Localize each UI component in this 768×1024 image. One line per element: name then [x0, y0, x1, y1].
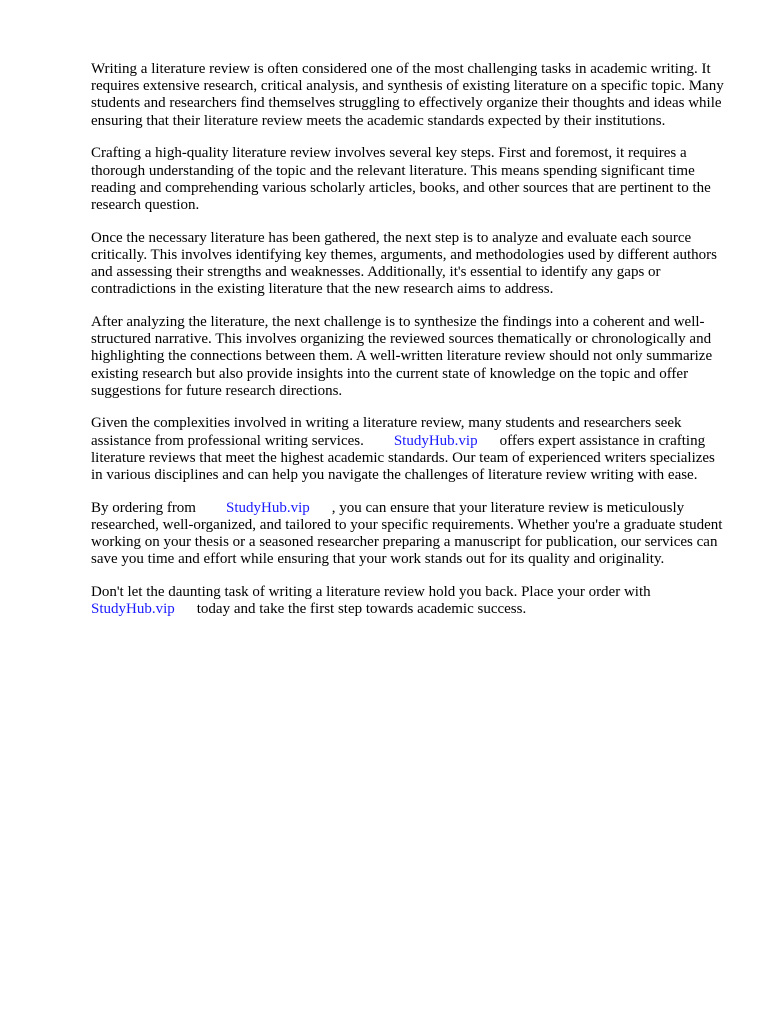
services-text-after: offers expert assistance in crafting literature reviews that meet the highest academic standards. Our team of experienced writers specializes in various disciplines and can help you navigate the challenges of literature review writing with ease. — [91, 432, 715, 484]
paragraph-synthesis: After analyzing the literature, the next challenge is to synthesize the findings into a coherent and well-structured narrative. This involves organizing the reviewed sources thematically or chronologically and highlighting the connections between them. A well-written literature review should not only summarize existing research but also provide insights into the current state of knowledge on the topic and offer suggestions for future research directions. — [91, 313, 713, 399]
ordering-text-before: By ordering from — [91, 499, 196, 516]
ordering-text-after: , you can ensure that your literature review is meticulously researched, well-organized, and tailored to your specific requirements. Whether you're a graduate student working on your thesis or a seasoned researcher preparing a manuscript for publication, our services can save you time and effort while ensuring that your work stands out for its quality and originality. — [91, 499, 723, 568]
paragraph-ordering — [91, 500, 727, 569]
paragraph-closing — [91, 584, 727, 618]
services-text-before: Given the complexities involved in writing a literature review, many students and researchers seek assistance from professional writing services. — [91, 415, 682, 449]
studyhub-link-closing[interactable]: StudyHub.vip — [91, 601, 175, 618]
paragraph-intro: Writing a literature review is often considered one of the most challenging tasks in academic writing. It requires extensive research, critical analysis, and synthesis of existing literature on a specific topic. Many students and researchers find themselves struggling to effectively organize their thoughts and ideas while ensuring that their literature review meets the academic standards expected by their institutions. — [91, 61, 724, 129]
closing-text-before: Don't let the daunting task of writing a literature review hold you back. Place your order with — [91, 584, 651, 601]
studyhub-link-services[interactable]: StudyHub.vip — [393, 432, 478, 449]
paragraph-services — [91, 415, 727, 484]
studyhub-link-ordering[interactable]: StudyHub.vip — [225, 499, 310, 516]
paragraph-analysis: Once the necessary literature has been gathered, the next step is to analyze and evaluate each source critically. This involves identifying key themes, arguments, and methodologies used by different authors and assessing their strengths and weaknesses. Additionally, it's essential to identify any gaps or contradictions in the existing literature that the new research aims to address. — [91, 229, 717, 298]
closing-text-after: today and take the first step towards academic success. — [196, 601, 527, 618]
document-body — [91, 61, 727, 634]
paragraph-crafting: Crafting a high-quality literature review involves several key steps. First and foremost, it requires a thorough understanding of the topic and the relevant literature. This means spending significant time reading and comprehending various scholarly articles, books, and other sources that are pertinent to the research question. — [91, 145, 711, 213]
